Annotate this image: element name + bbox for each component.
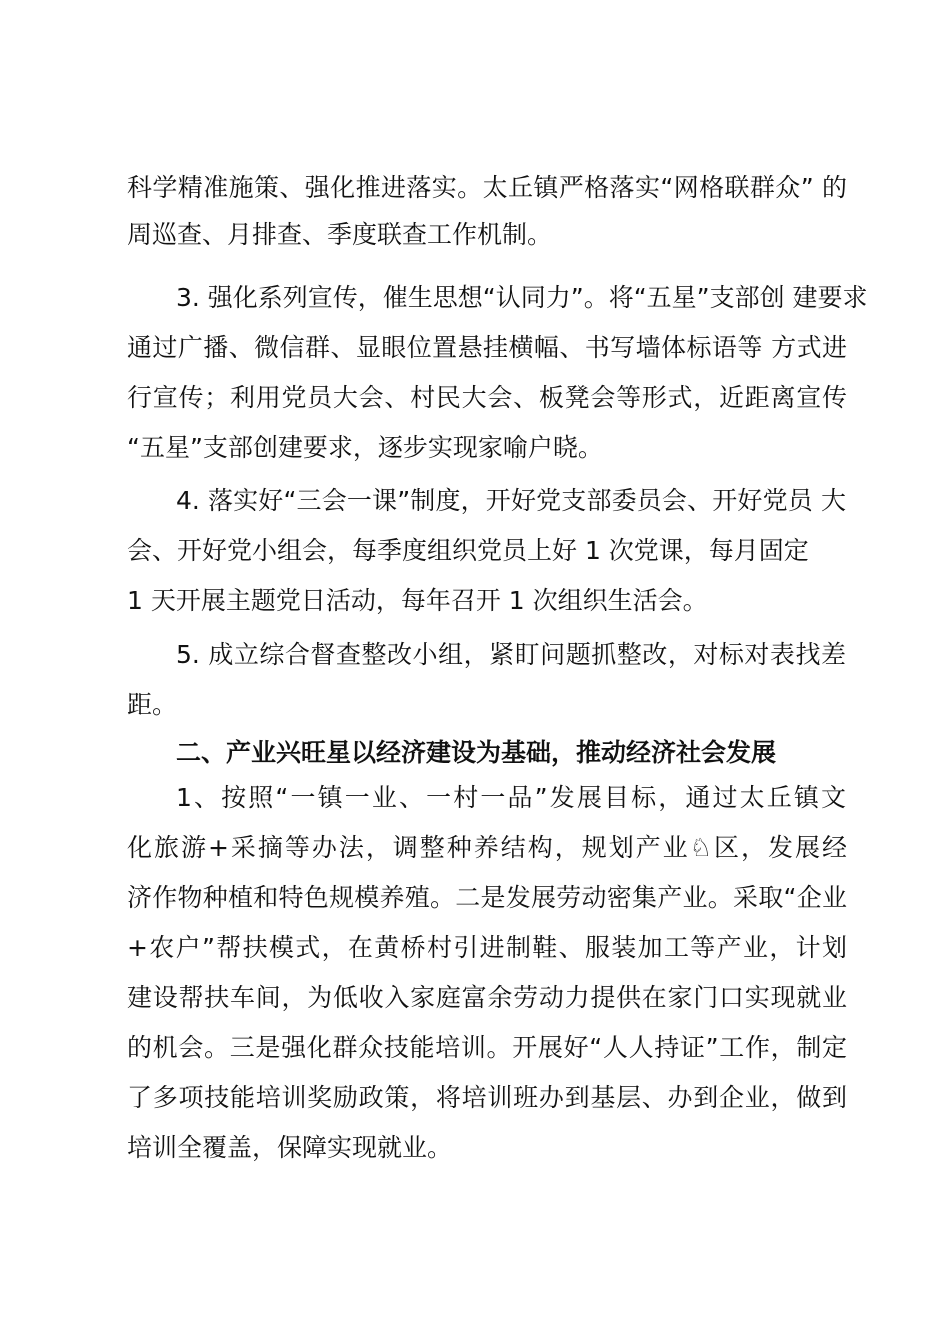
- text-line: 济作物种植和特色规模养殖。二是发展劳动密集产业。采取“企业: [127, 883, 847, 912]
- text-line: 会、开好党小组会，每季度组织党员上好 1 次党课，每月固定: [127, 536, 809, 565]
- text-line: 3. 强化系列宣传，催生思想“认同力”。将“五星”支部创 建要求: [176, 283, 868, 312]
- section-heading: 二、产业兴旺星以经济建设为基础，推动经济社会发展: [176, 738, 777, 767]
- text-line: 1、按照“一镇一业、一村一品”发展目标，通过太丘镇文: [176, 783, 846, 812]
- text-line: 了多项技能培训奖励政策，将培训班办到基层、办到企业，做到: [127, 1083, 847, 1112]
- text-line: +农户”帮扶模式，在黄桥村引进制鞋、服装加工等产业，计划: [127, 933, 847, 962]
- text-line: 培训全覆盖，保障实现就业。: [127, 1133, 453, 1162]
- text-line: 4. 落实好“三会一课”制度，开好党支部委员会、开好党员 大: [176, 486, 846, 515]
- text-line: 1 天开展主题党日活动，每年召开 1 次组织生活会。: [127, 586, 708, 615]
- text-line: 周巡查、月排查、季度联查工作机制。: [127, 220, 553, 249]
- text-line: 化旅游+采摘等办法，调整种养结构，规划产业♘区，发展经: [127, 833, 847, 862]
- text-line: 建设帮扶车间，为低收入家庭富余劳动力提供在家门口实现就业: [127, 983, 847, 1012]
- text-line: 通过广播、微信群、显眼位置悬挂横幅、书写墙体标语等 方式进: [127, 333, 847, 362]
- text-line: 5. 成立综合督查整改小组，紧盯问题抓整改，对标对表找差: [176, 640, 846, 669]
- text-line: 的机会。三是强化群众技能培训。开展好“人人持证”工作，制定: [127, 1033, 847, 1062]
- text-line: 科学精准施策、强化推进落实。太丘镇严格落实“网格联群众” 的: [127, 173, 847, 202]
- text-line: 距。: [127, 690, 178, 719]
- text-line: 行宣传；利用党员大会、村民大会、板凳会等形式，近距离宣传: [127, 383, 847, 412]
- text-line: “五星”支部创建要求，逐步实现家喻户晓。: [127, 433, 603, 462]
